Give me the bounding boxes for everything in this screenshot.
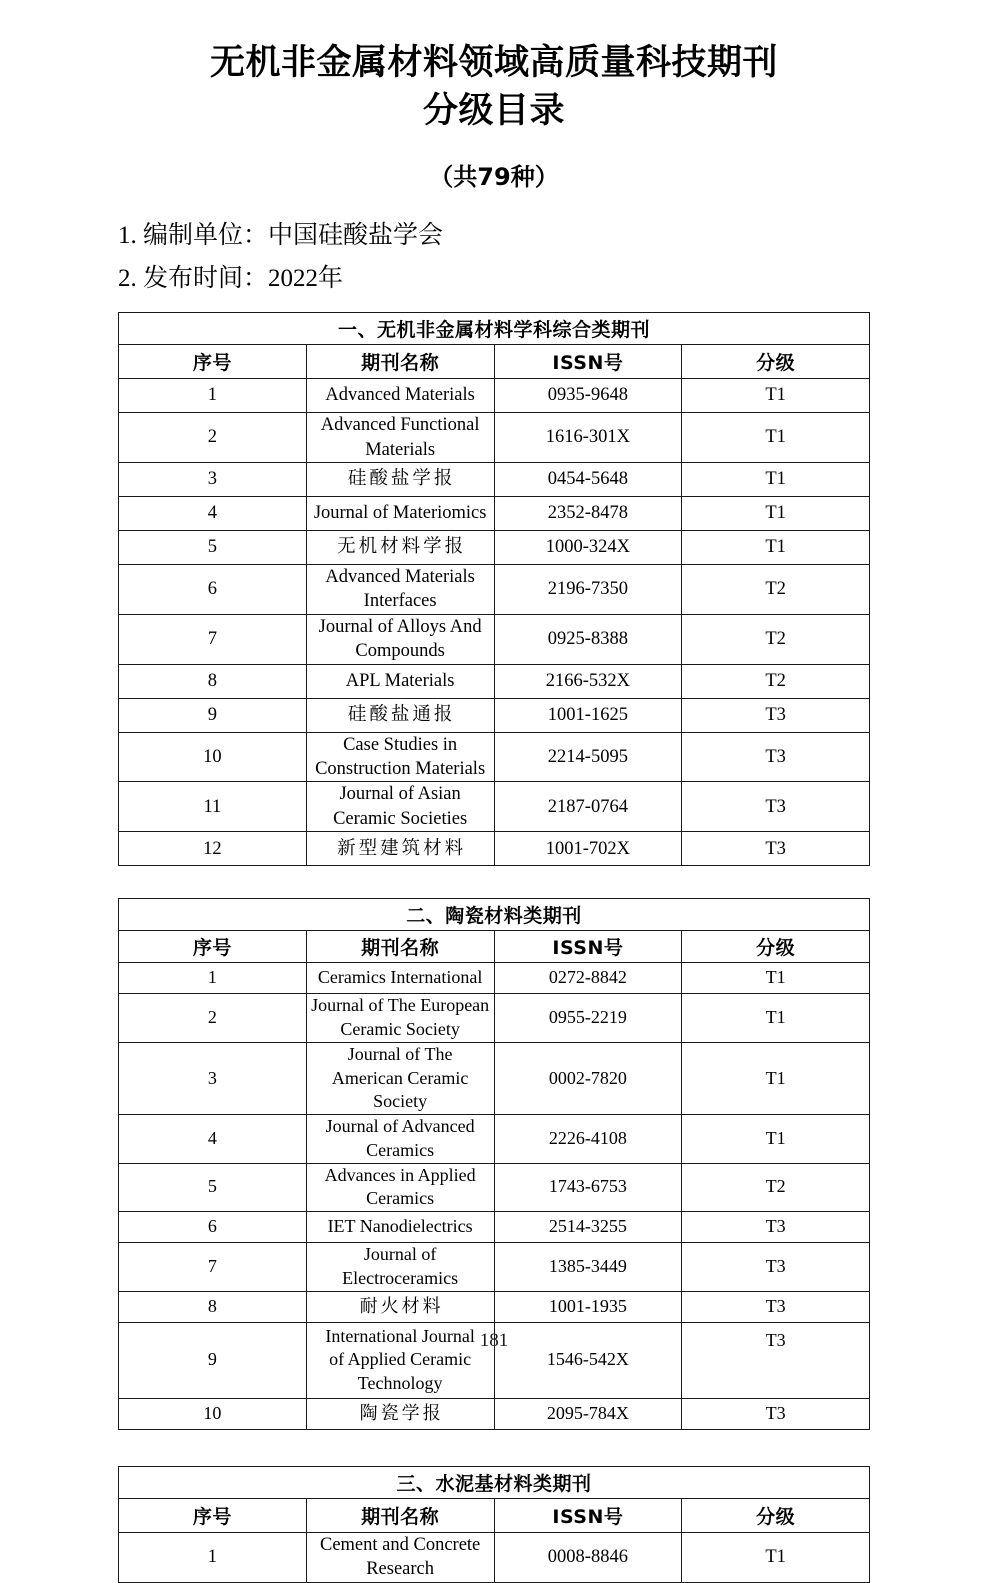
cell-name: Journal of Materiomics: [306, 497, 494, 531]
cell-issn: 0002-7820: [494, 1042, 682, 1114]
cell-no: 1: [119, 963, 307, 994]
table-row: [119, 463, 870, 497]
column-header-no: 序号: [119, 1498, 307, 1532]
cell-grade: T3: [682, 698, 870, 732]
table-section-title: 三、水泥基材料类期刊: [119, 1466, 870, 1498]
cell-grade: T1: [682, 1115, 870, 1164]
cell-name: Advances in Applied Ceramics: [306, 1163, 494, 1212]
cell-issn: 1385-3449: [494, 1243, 682, 1292]
table-row: [119, 1532, 870, 1582]
cell-grade: T3: [682, 1243, 870, 1292]
table-section-title: 二、陶瓷材料类期刊: [119, 899, 870, 931]
table-section-title: 一、无机非金属材料学科综合类期刊: [119, 313, 870, 345]
cell-grade: T1: [682, 1532, 870, 1582]
table-row: [119, 782, 870, 832]
cell-no: 12: [119, 832, 307, 866]
table-row: [119, 732, 870, 782]
table-row: [119, 1243, 870, 1292]
cell-name: 陶瓷学报: [306, 1398, 494, 1429]
column-header-issn: ISSN号: [494, 345, 682, 379]
cell-issn: 2226-4108: [494, 1115, 682, 1164]
metadata-item: [0, 214, 988, 257]
cell-no: 6: [119, 565, 307, 615]
column-header-grade: 分级: [682, 1498, 870, 1532]
column-header-name: 期刊名称: [306, 345, 494, 379]
table-header-row: [119, 1498, 870, 1532]
cell-issn: 0454-5648: [494, 463, 682, 497]
metadata-item-number: 2.: [118, 265, 137, 293]
table-row: [119, 1042, 870, 1114]
cell-grade: T2: [682, 1163, 870, 1212]
cell-issn: 2196-7350: [494, 565, 682, 615]
table-header-row: [119, 931, 870, 963]
cell-name: Journal of Advanced Ceramics: [306, 1115, 494, 1164]
table-section-title-row: [119, 313, 870, 345]
cell-issn: 1000-324X: [494, 531, 682, 565]
cell-grade: T1: [682, 497, 870, 531]
journal-table-section-3: [118, 1466, 870, 1583]
column-header-name: 期刊名称: [306, 1498, 494, 1532]
table-section-title-row: [119, 899, 870, 931]
cell-name: Cement and Concrete Research: [306, 1532, 494, 1582]
cell-issn: 0008-8846: [494, 1532, 682, 1582]
cell-issn: 2166-532X: [494, 664, 682, 698]
cell-name: Journal of Asian Ceramic Societies: [306, 782, 494, 832]
table-row: [119, 531, 870, 565]
cell-no: 7: [119, 614, 307, 664]
page-title: [0, 0, 988, 135]
table-row: [119, 1398, 870, 1429]
cell-name: 硅酸盐通报: [306, 698, 494, 732]
metadata-item-number: 1.: [118, 222, 137, 250]
cell-name: Journal of Electroceramics: [306, 1243, 494, 1292]
metadata-list: [0, 192, 988, 300]
cell-no: 3: [119, 1042, 307, 1114]
cell-no: 5: [119, 1163, 307, 1212]
cell-name: Journal of The American Ceramic Society: [306, 1042, 494, 1114]
table-row: [119, 832, 870, 866]
table-row: [119, 1163, 870, 1212]
cell-grade: T1: [682, 1042, 870, 1114]
column-header-issn: ISSN号: [494, 931, 682, 963]
cell-issn: 2352-8478: [494, 497, 682, 531]
cell-issn: 1001-1935: [494, 1291, 682, 1322]
table-row: [119, 698, 870, 732]
cell-grade: T3: [682, 832, 870, 866]
column-header-no: 序号: [119, 931, 307, 963]
column-header-grade: 分级: [682, 931, 870, 963]
cell-name: Journal of Alloys And Compounds: [306, 614, 494, 664]
cell-grade: T2: [682, 664, 870, 698]
page-title-line-1: 无机非金属材料领域高质量科技期刊: [209, 43, 778, 83]
column-header-no: 序号: [119, 345, 307, 379]
cell-issn: 2214-5095: [494, 732, 682, 782]
cell-grade: T2: [682, 565, 870, 615]
column-header-grade: 分级: [682, 345, 870, 379]
cell-grade: T3: [682, 782, 870, 832]
column-header-name: 期刊名称: [306, 931, 494, 963]
cell-issn: 0935-9648: [494, 379, 682, 413]
cell-name: Case Studies in Construction Materials: [306, 732, 494, 782]
cell-issn: 1001-702X: [494, 832, 682, 866]
table-row: [119, 963, 870, 994]
cell-issn: 2187-0764: [494, 782, 682, 832]
cell-name: 无机材料学报: [306, 531, 494, 565]
cell-name: Advanced Materials: [306, 379, 494, 413]
cell-no: 2: [119, 994, 307, 1043]
cell-name: Journal of The European Ceramic Society: [306, 994, 494, 1043]
cell-no: 9: [119, 698, 307, 732]
cell-no: 11: [119, 782, 307, 832]
table-row: [119, 994, 870, 1043]
cell-issn: 0925-8388: [494, 614, 682, 664]
table-row: [119, 1291, 870, 1322]
cell-grade: T1: [682, 379, 870, 413]
cell-no: 2: [119, 413, 307, 463]
table-row: [119, 379, 870, 413]
table-row: [119, 413, 870, 463]
cell-issn: 2095-784X: [494, 1398, 682, 1429]
cell-no: 10: [119, 732, 307, 782]
page-number: 181: [479, 1330, 509, 1351]
cell-no: 1: [119, 379, 307, 413]
cell-grade: T1: [682, 963, 870, 994]
cell-no: 6: [119, 1212, 307, 1243]
table-row: [119, 1212, 870, 1243]
cell-issn: 1546-542X: [494, 1322, 682, 1398]
cell-issn: 0272-8842: [494, 963, 682, 994]
cell-name: Ceramics International: [306, 963, 494, 994]
cell-issn: 1743-6753: [494, 1163, 682, 1212]
cell-issn: 1616-301X: [494, 413, 682, 463]
cell-issn: 2514-3255: [494, 1212, 682, 1243]
journal-table: [118, 1466, 870, 1583]
cell-grade: T1: [682, 413, 870, 463]
cell-grade: T1: [682, 531, 870, 565]
cell-name: Advanced Materials Interfaces: [306, 565, 494, 615]
cell-no: 4: [119, 1115, 307, 1164]
table-section-title-row: [119, 1466, 870, 1498]
cell-name: International Journal of Applied Ceramic Technology: [306, 1322, 494, 1398]
column-header-issn: ISSN号: [494, 1498, 682, 1532]
cell-name: Advanced Functional Materials: [306, 413, 494, 463]
table-row: [119, 497, 870, 531]
cell-no: 4: [119, 497, 307, 531]
cell-issn: 0955-2219: [494, 994, 682, 1043]
cell-no: 7: [119, 1243, 307, 1292]
page-subtitle: （共79种）: [429, 163, 559, 192]
cell-no: 3: [119, 463, 307, 497]
cell-no: 5: [119, 531, 307, 565]
metadata-item: [0, 257, 988, 300]
cell-grade: T1: [682, 463, 870, 497]
table-row: [119, 664, 870, 698]
metadata-item-text: 发布时间：2022年: [143, 265, 344, 293]
page-title-line-2: 分级目录: [422, 90, 565, 131]
cell-grade: T3: [682, 1212, 870, 1243]
cell-grade: T1: [682, 994, 870, 1043]
cell-grade: T2: [682, 614, 870, 664]
cell-no: 9: [119, 1322, 307, 1398]
table-row: [119, 614, 870, 664]
cell-issn: 1001-1625: [494, 698, 682, 732]
journal-table: [118, 312, 870, 866]
cell-name: IET Nanodielectrics: [306, 1212, 494, 1243]
cell-name: 硅酸盐学报: [306, 463, 494, 497]
cell-grade: T3: [682, 1291, 870, 1322]
cell-grade: T3: [682, 1398, 870, 1429]
cell-grade: T3: [682, 1322, 870, 1398]
cell-name: APL Materials: [306, 664, 494, 698]
cell-name: 新型建筑材料: [306, 832, 494, 866]
cell-no: 1: [119, 1532, 307, 1582]
cell-no: 8: [119, 664, 307, 698]
cell-grade: T3: [682, 732, 870, 782]
journal-table-section-1: [118, 312, 870, 866]
metadata-item-text: 编制单位：中国硅酸盐学会: [143, 222, 444, 250]
cell-name: 耐火材料: [306, 1291, 494, 1322]
cell-no: 10: [119, 1398, 307, 1429]
table-row: [119, 565, 870, 615]
table-header-row: [119, 345, 870, 379]
cell-no: 8: [119, 1291, 307, 1322]
table-row: [119, 1115, 870, 1164]
